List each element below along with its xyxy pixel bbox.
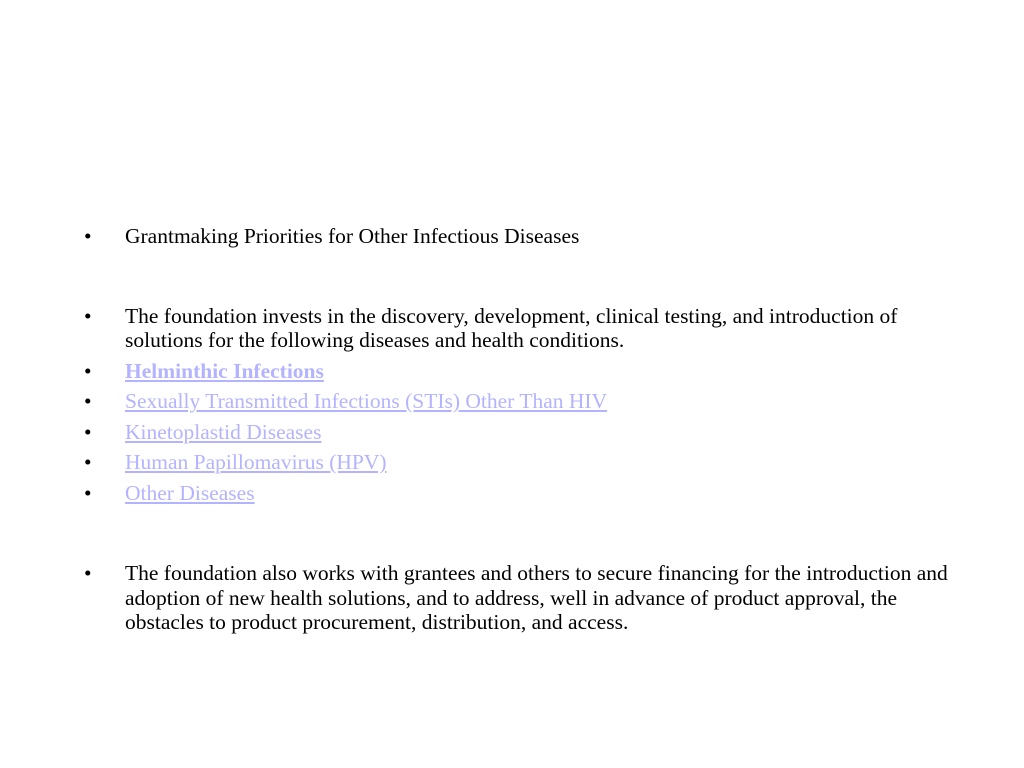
closing-item — [84, 561, 964, 635]
link-stis-other-than-hiv[interactable]: Sexually Transmitted Infections (STIs) Other Than HIV — [125, 389, 608, 413]
link-helminthic-infections[interactable]: Helminthic Infections — [125, 358, 324, 383]
heading-text: Grantmaking Priorities for Other Infectious Diseases — [125, 224, 580, 248]
bullet-icon: • — [84, 480, 92, 505]
bullet-icon: • — [84, 561, 92, 585]
bullet-icon: • — [84, 358, 92, 383]
intro-item — [84, 304, 964, 353]
heading-item — [84, 224, 964, 249]
bullet-icon: • — [84, 419, 92, 444]
list-item — [84, 420, 964, 445]
intro-text: The foundation invests in the discovery, development, clinical testing, and introduction of solutions for the following diseases and health conditions. — [125, 303, 898, 352]
bullet-icon: • — [84, 303, 92, 328]
link-human-papillomavirus[interactable]: Human Papillomavirus (HPV) — [125, 450, 387, 474]
bullet-list — [84, 224, 964, 641]
link-other-diseases[interactable]: Other Diseases — [125, 480, 255, 505]
bullet-icon: • — [84, 389, 92, 413]
bullet-icon: • — [84, 224, 92, 248]
link-kinetoplastid-diseases[interactable]: Kinetoplastid Diseases — [125, 419, 322, 444]
list-item — [84, 481, 964, 506]
bullet-icon: • — [84, 450, 92, 474]
list-item — [84, 389, 964, 414]
list-item — [84, 450, 964, 475]
closing-text: The foundation also works with grantees and others to secure financing for the introduction and adoption of new health solutions, and to address, well in advance of product approval, the obstacles to product procurement, distribution, and access. — [125, 561, 948, 634]
list-item — [84, 359, 964, 384]
